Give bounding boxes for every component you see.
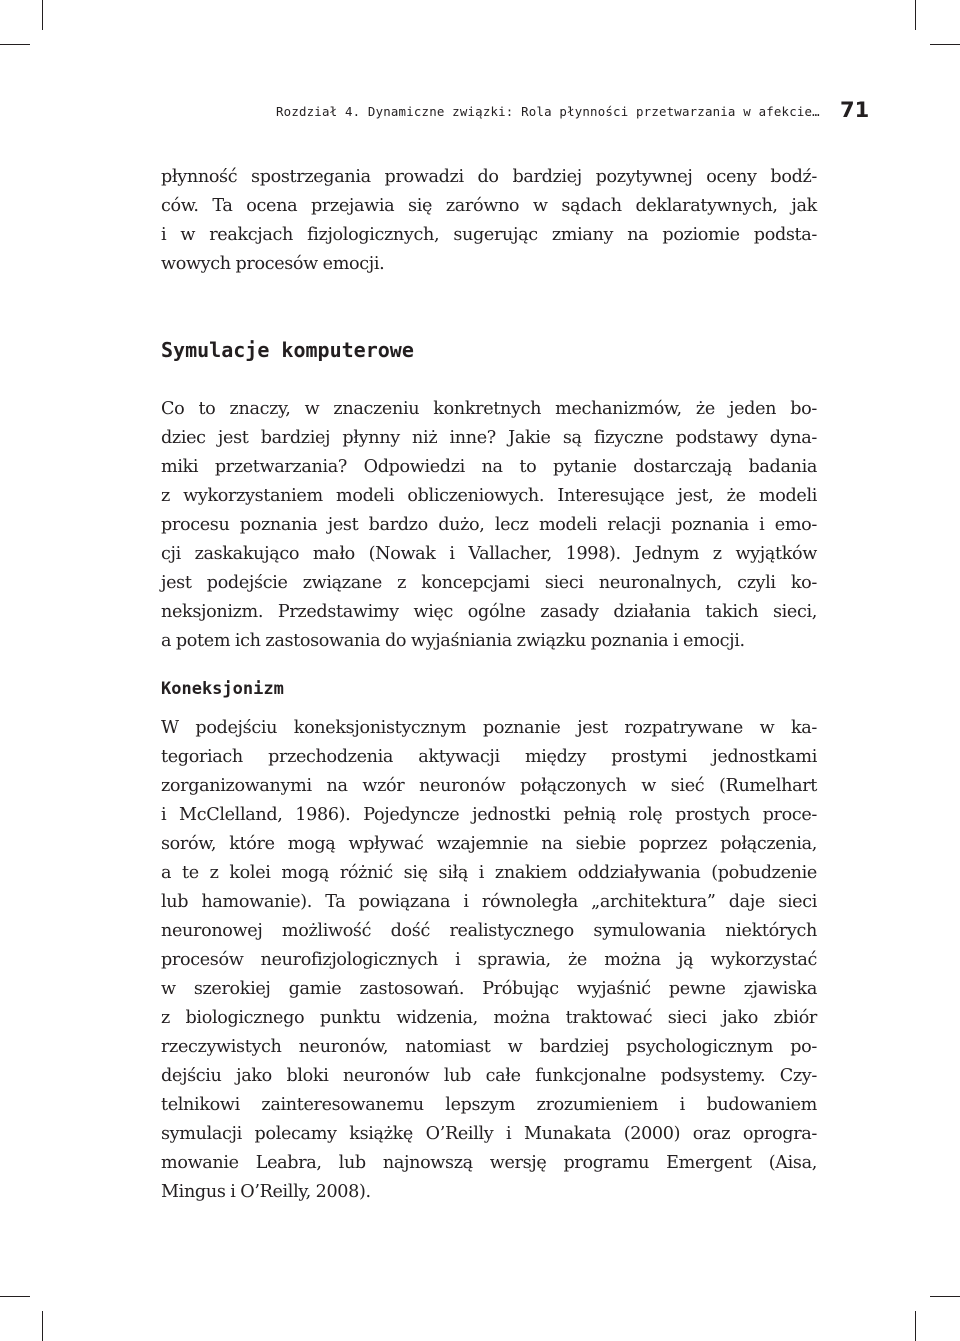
text-line: zorganizowanymi na wzór neuronów połączonych w sieć (Rumelhart [161,776,817,796]
text-line: i w reakcjach fizjologicznych, sugerując zmiany na poziomie podsta- [161,225,817,245]
text-line: z biologicznego punktu widzenia, można traktować sieci jako zbiór [161,1008,817,1028]
text-line: tegoriach przechodzenia aktywacji między prostymi jednostkami [161,747,817,767]
text-line: telnikowi zainteresowanemu lepszym zrozumieniem i budowaniem [161,1095,817,1115]
text-line: procesów neurofizjologicznych i sprawia, że można ją wykorzystać [161,950,817,970]
text-line: jest podejście związane z koncepcjami sieci neuronalnych, czyli ko- [161,573,817,593]
crop-mark-top-left-vertical [42,0,43,30]
text-line: wowych procesów emocji. [161,254,385,274]
crop-mark-top-left-horizontal [0,44,30,45]
text-line: rzeczywistych neuronów, natomiast w bardziej psychologicznym po- [161,1037,817,1057]
section-heading: Symulacje komputerowe [161,338,414,362]
text-line: procesu poznania jest bardzo dużo, lecz modeli relacji poznania i emo- [161,515,817,535]
crop-mark-bottom-left-horizontal [0,1296,30,1297]
text-line: ców. Ta ocena przejawia się zarówno w sądach deklaratywnych, jak [161,196,817,216]
page-number: 71 [840,98,870,122]
text-line: płynność spostrzegania prowadzi do bardziej pozytywnej oceny bodź- [161,167,817,187]
crop-mark-bottom-right-horizontal [930,1296,960,1297]
text-line: z wykorzystaniem modeli obliczeniowych. Interesujące jest, że modeli [161,486,817,506]
text-line: sorów, które mogą wpływać wzajemnie na siebie poprzez połączenia, [161,834,817,854]
text-line: dejściu jako bloki neuronów lub całe funkcjonalne podsystemy. Czy- [161,1066,817,1086]
text-line: i McClelland, 1986). Pojedyncze jednostki pełnią rolę prostych proce- [161,805,817,825]
text-line: miki przetwarzania? Odpowiedzi na to pytanie dostarczają badania [161,457,817,477]
text-line: dziec jest bardziej płynny niż inne? Jakie są fizyczne podstawy dyna- [161,428,817,448]
running-head: Rozdział 4. Dynamiczne związki: Rola płynności przetwarzania w afekcie… [276,104,820,119]
text-line: mowanie Leabra, lub najnowszą wersję programu Emergent (Aisa, [161,1153,817,1173]
text-line: neuronowej możliwość dość realistycznego symulowania niektórych [161,921,817,941]
text-line: Co to znaczy, w znaczeniu konkretnych mechanizmów, że jeden bo- [161,399,817,419]
text-line: W podejściu koneksjonistycznym poznanie jest rozpatrywane w ka- [161,718,817,738]
text-line: neksjonizm. Przedstawimy więc ogólne zasady działania takich sieci, [161,602,817,622]
text-line: a te z kolei mogą różnić się siłą i znakiem oddziaływania (pobudzenie [161,863,817,883]
text-line: cji zaskakująco mało (Nowak i Vallacher, 1998). Jednym z wyjątków [161,544,817,564]
crop-mark-bottom-left-vertical [42,1311,43,1341]
text-line: w szerokiej gamie zastosowań. Próbując wyjaśnić pewne zjawiska [161,979,817,999]
text-line: a potem ich zastosowania do wyjaśniania związku poznania i emocji. [161,631,745,651]
text-line: symulacji polecamy książkę O’Reilly i Munakata (2000) oraz oprogra- [161,1124,817,1144]
text-line: Mingus i O’Reilly, 2008). [161,1182,371,1202]
text-line: lub hamowanie). Ta powiązana i równoległa „architektura” daje sieci [161,892,817,912]
subsection-heading: Koneksjonizm [161,679,284,699]
crop-mark-top-right-vertical [915,0,916,30]
crop-mark-top-right-horizontal [930,44,960,45]
crop-mark-bottom-right-vertical [915,1311,916,1341]
